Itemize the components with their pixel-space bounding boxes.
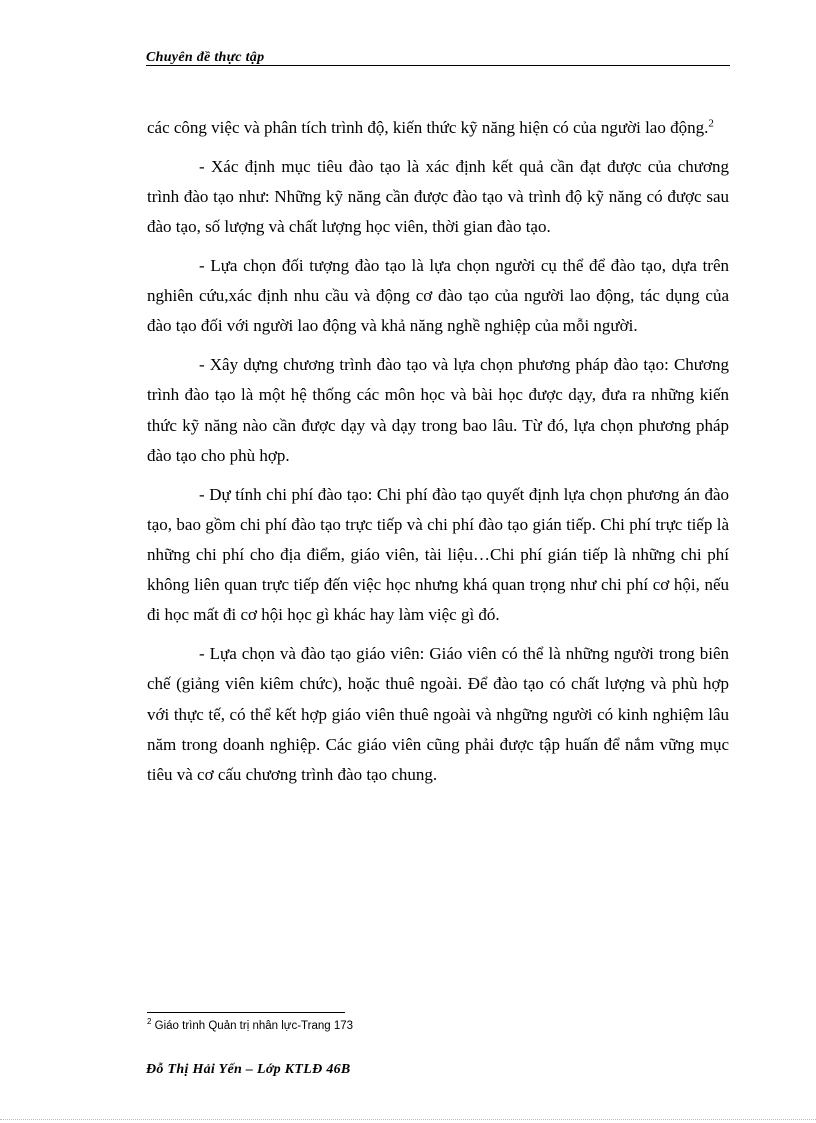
paragraph-5: - Dự tính chi phí đào tạo: Chi phí đào tạo quyết định lựa chọn phương án đào tạo, bao gồm chi phí đào tạo trực tiếp và chi phí đào tạo gián tiếp. Chi phí trực tiếp là những chi phí cho địa điểm, giáo viên, tài liệu…Chi phí gián tiếp là những chi phí không liên quan trực tiếp đến việc học nhưng khá quan trọng như chi phí cơ hội, nếu đi học mất đi cơ hội học gì khác hay làm việc gì đó.	[147, 484, 729, 625]
footnote-text: Giáo trình Quản trị nhân lực-Trang 173	[154, 1020, 354, 1032]
header-title: Chuyên đề thực tập	[146, 50, 265, 65]
page-footer: Đỗ Thị Hải Yến – Lớp KTLĐ 46B	[146, 1062, 351, 1077]
paragraph-1-text: các công việc và phân tích trình độ, kiến thức kỹ năng hiện có của người lao động.	[147, 118, 709, 137]
body-text	[147, 113, 729, 799]
header-rule	[146, 65, 730, 66]
footnote-number: 2	[147, 1017, 152, 1027]
paragraph-2: - Xác định mục tiêu đào tạo là xác định kết quả cần đạt được của chương trình đào tạo như: Những kỹ năng cần được đào tạo và trình độ kỹ năng có được sau đào tạo, số lượng và chất lượng học viên, thời gian đào tạo.	[147, 156, 729, 237]
paragraph-3: - Lựa chọn đối tượng đào tạo là lựa chọn người cụ thể để đào tạo, dựa trên nghiên cứu,xác định nhu cầu và động cơ đào tạo của người lao động, tác dụng của đào tạo đối với người lao động và khả năng nghề nghiệp của mỗi người.	[147, 256, 729, 336]
page-header	[146, 48, 730, 68]
page-bottom-border	[0, 1119, 816, 1120]
paragraph-4: - Xây dựng chương trình đào tạo và lựa chọn phương pháp đào tạo: Chương trình đào tạo là một hệ thống các môn học và bài học được dạy, đưa ra những kiến thức kỹ năng nào cần được dạy và dạy trong bao lâu. Từ đó, lựa chọn phương pháp đào tạo cho phù hợp.	[147, 355, 729, 465]
paragraph-6: - Lựa chọn và đào tạo giáo viên: Giáo viên có thể là những người trong biên chế (giảng viên kiêm chức), hoặc thuê ngoài. Để đào tạo có chất lượng và phù hợp với thực tế, có thể kết hợp giáo viên thuê ngoài và nhgững người có kinh nghiệm lâu năm trong doanh nghiệp. Các giáo viên cũng phải được tập huấn để nắm vững mục tiêu và cơ cấu chương trình đào tạo chung.	[147, 644, 729, 785]
footnote-reference[interactable]: 2	[708, 117, 714, 130]
footnote	[147, 1017, 354, 1032]
paragraph-1	[147, 113, 729, 143]
footnote-separator	[147, 1012, 345, 1013]
